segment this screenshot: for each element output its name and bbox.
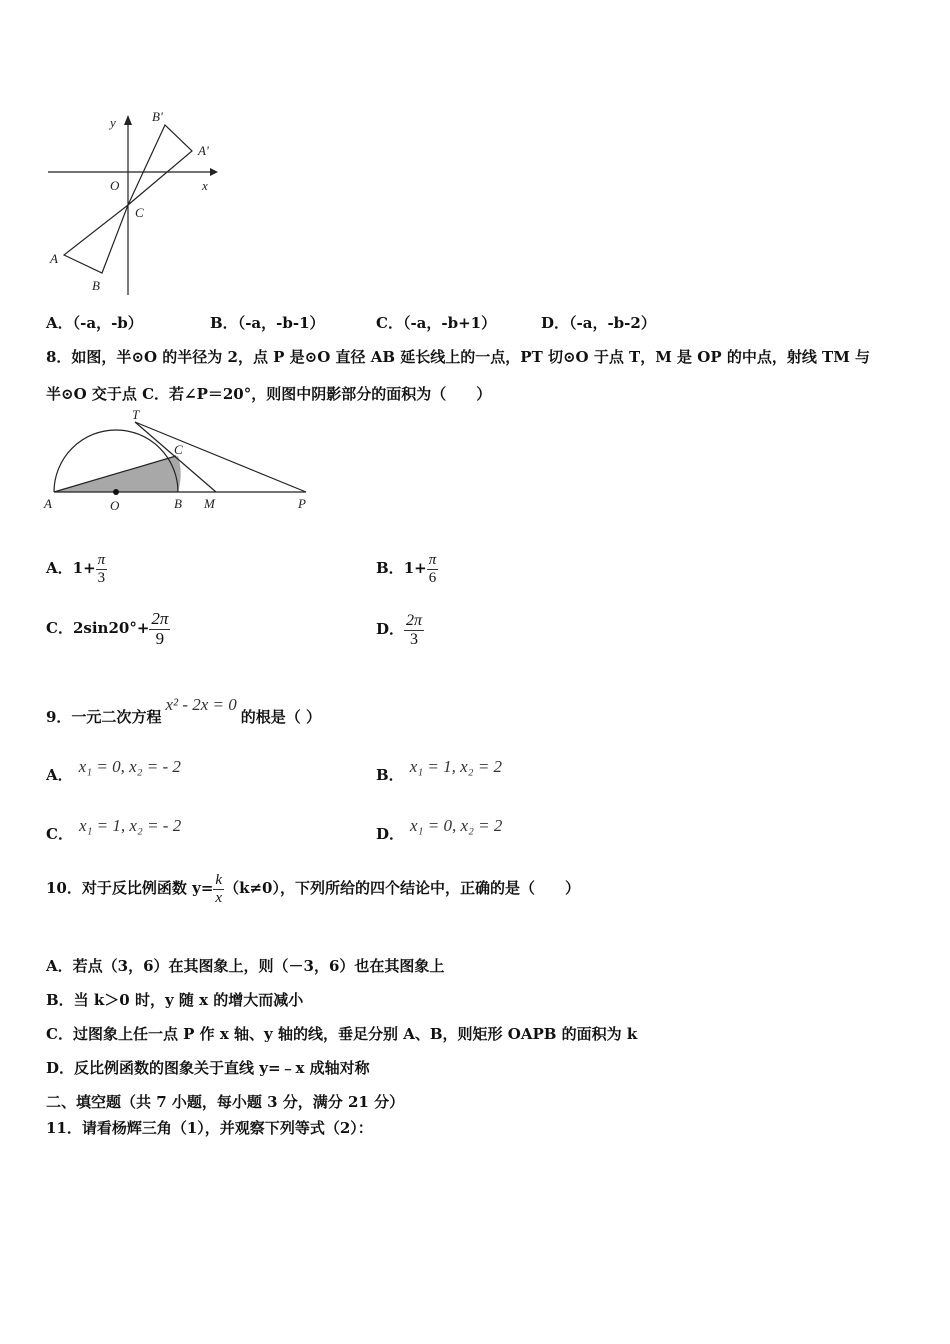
- q10-option-c: C．过图象上任一点 P 作 x 轴、y 轴的线，垂足分别 A、B，则矩形 OAPB 的面积为 k: [46, 1025, 638, 1043]
- q8-option-c: C．2sin20°+ $\frac{2\pi}{9}$: [46, 609, 169, 648]
- q9-option-a: A． x₁ = 0, x₂ = - 2: [46, 757, 181, 784]
- fraction: $\frac{\pi}{6}$: [428, 552, 437, 586]
- triangle-a-prime-b-prime-c: [128, 125, 192, 205]
- q10-stem: 10．对于反比例函数 y= $\frac{k}{x}$ （k≠0），下列所给的四个结论中，正确的是（ ）: [46, 872, 580, 906]
- label-t: T: [132, 408, 140, 422]
- q8-option-b: B．1+ $\frac{\pi}{6}$: [376, 552, 437, 586]
- q10-option-d: D．反比例函数的图象关于直线 y=﹣x 成轴对称: [46, 1059, 370, 1077]
- q9-option-d: D． x₁ = 0, x₂ = 2: [376, 816, 503, 843]
- label-a-prime: A': [198, 143, 209, 158]
- q8-option-d: D． $\frac{2\pi}{3}$: [376, 612, 423, 648]
- label-p: P: [298, 496, 306, 511]
- q10-option-b: B．当 k＞0 时，y 随 x 的增大而减小: [46, 991, 304, 1009]
- center-point: [113, 489, 119, 495]
- fraction: $\frac{2\pi}{3}$: [406, 612, 423, 648]
- label-a: A: [44, 496, 52, 511]
- q7-option-a: A．（-a，-b）: [46, 314, 143, 332]
- k-over-x-fraction: $\frac{k}{x}$: [215, 872, 223, 906]
- label-x: x: [202, 178, 208, 193]
- q7-option-c: C．（-a，-b+1）: [376, 314, 497, 332]
- label-a: A: [50, 251, 58, 266]
- y-axis-arrow: [124, 115, 132, 125]
- label-m: M: [204, 496, 215, 511]
- q9-option-b: B． x₁ = 1, x₂ = 2: [376, 757, 503, 784]
- q7-option-d: D．（-a，-b-2）: [541, 314, 656, 332]
- label-b: B: [92, 278, 100, 293]
- label-b-prime: B': [152, 109, 163, 124]
- semicircle-figure: [40, 408, 320, 518]
- label-b: B: [174, 496, 182, 511]
- q8-stem-line2: 半⊙O 交于点 C．若∠P＝20°，则图中阴影部分的面积为（ ）: [46, 385, 492, 403]
- triangle-abc: [64, 205, 128, 273]
- q11-stem: 11．请看杨辉三角（1），并观察下列等式（2）：: [46, 1119, 373, 1137]
- q8-option-a: A．1+ $\frac{\pi}{3}$: [46, 552, 106, 586]
- q9-stem: 9．一元二次方程x² - 2x = 0的根是（ ）: [46, 695, 322, 726]
- fraction: $\frac{2\pi}{9}$: [151, 609, 169, 648]
- q9-option-c: C． x₁ = 1, x₂ = - 2: [46, 816, 182, 843]
- label-o: O: [110, 178, 120, 193]
- q10-option-a: A．若点（3，6）在其图象上，则（－3，6）也在其图象上: [46, 957, 445, 975]
- x-axis-arrow: [210, 168, 218, 176]
- label-c: C: [174, 442, 183, 457]
- label-o: O: [110, 498, 120, 513]
- section-heading: 二、填空题（共 7 小题，每小题 3 分，满分 21 分）: [46, 1093, 405, 1111]
- coordinate-figure: [40, 105, 230, 300]
- q8-stem-line1: 8．如图，半⊙O 的半径为 2，点 P 是⊙O 直径 AB 延长线上的一点，PT 切⊙O 于点 T，M 是 OP 的中点，射线 TM 与: [46, 348, 871, 366]
- q9-equation: x² - 2x = 0: [165, 695, 237, 714]
- label-c: C: [135, 205, 144, 220]
- label-y: y: [110, 115, 116, 130]
- q7-option-b: B．（-a，-b-1）: [210, 314, 325, 332]
- fraction: $\frac{\pi}{3}$: [97, 552, 106, 586]
